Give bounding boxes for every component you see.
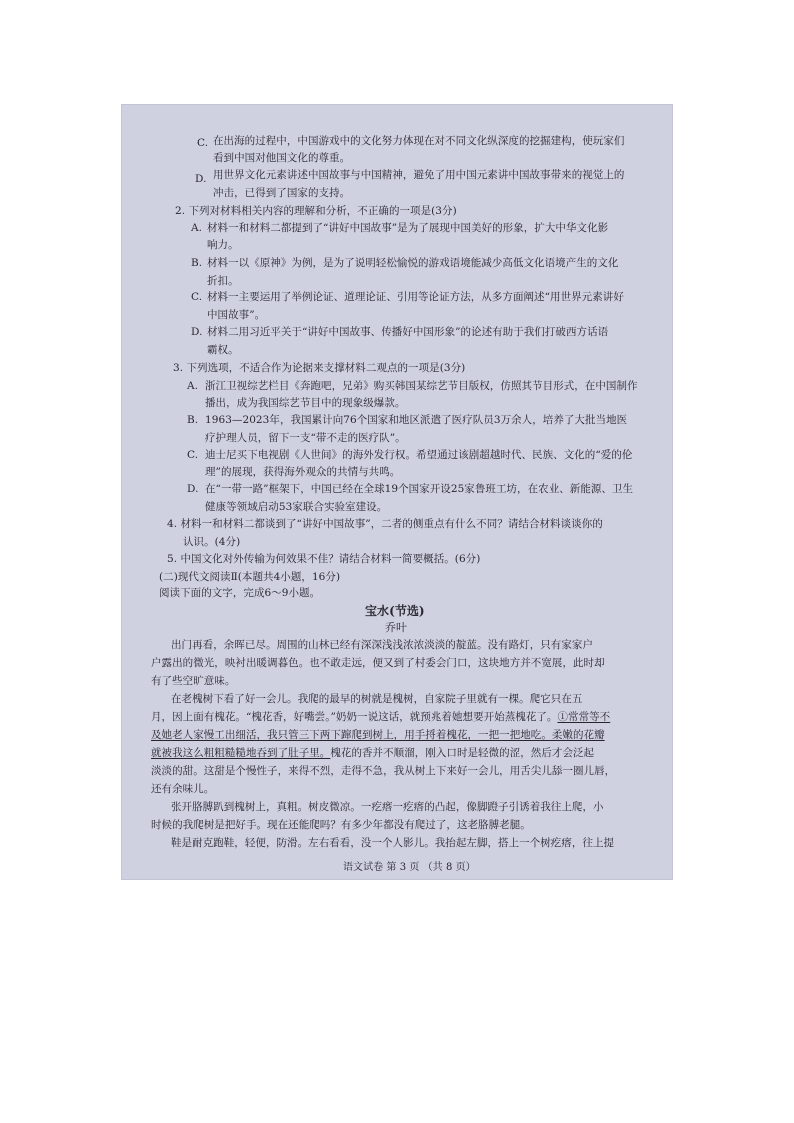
q2-stem: 2. 下列对材料相关内容的理解和分析，不正确的一项是(3分) bbox=[175, 205, 457, 217]
q1-option-c-key: C. bbox=[197, 137, 209, 149]
q3-option-c-line2: 理”的展现，获得海外观众的共情与共鸣。 bbox=[205, 466, 401, 478]
passage-p1-line3: 有了些空旷意味。 bbox=[151, 675, 236, 687]
q2-option-d-line1: 材料二用习近平关于“讲好中国故事、传播好中国形象”的论述有助于我们打破西方话语 bbox=[207, 326, 609, 338]
passage-p2-line1: 在老槐树下看了好一会儿。我爬的最早的树就是槐树，自家院子里就有一棵。爬它只在五 bbox=[171, 693, 583, 705]
passage-p2-line3-underlined: 及她老人家慢工出细活，我只管三下两下蹿爬到树上，用手捋着槐花，一把一把地吃。柔嫩的花瓣 bbox=[151, 729, 605, 741]
q3-stem: 3. 下列选项，不适合作为论据来支撑材料二观点的一项是(3分) bbox=[173, 362, 466, 374]
underlined-sentence-marker: ①常常等不 bbox=[557, 711, 611, 723]
passage-p2-line6: 还有余味儿。 bbox=[151, 783, 215, 795]
passage-p1-line2: 户露出的微光，映衬出暖调暮色。也不敢走远，便又到了村委会门口，这块地方并不宽展，此时却 bbox=[151, 657, 605, 669]
passage-p4-line1: 鞋是耐克跑鞋，轻便，防滑。左右看看，没一个人影儿。我抬起左脚，搭上一个树疙瘩，往上提 bbox=[171, 837, 615, 849]
q3-option-b-line1: 1963—2023年，我国累计向76个国家和地区派遣了医疗队员3万余人，培养了大批当地医 bbox=[205, 414, 628, 426]
section-heading: (二)现代文阅读Ⅱ(本题共4小题，16分) bbox=[159, 571, 341, 583]
page-footer: 语文试卷 第 3 页 （共 8 页） bbox=[343, 862, 476, 873]
passage-p1-line1: 出门再看，余晖已尽。周围的山林已经有深深浅浅浓浓淡淡的靛蓝。没有路灯，只有家家户 bbox=[171, 639, 593, 651]
q1-option-d-line2: 冲击，已得到了国家的支持。 bbox=[213, 187, 351, 199]
passage-p2-line4-text: 槐花的香并不顺溜，刚入口时是轻微的涩，然后才会泛起 bbox=[330, 747, 595, 759]
q2-option-d-line2: 霸权。 bbox=[207, 344, 239, 356]
q2-option-c-key: C. bbox=[191, 291, 203, 303]
q1-option-c-line2: 看到中国对他国文化的尊重。 bbox=[213, 152, 351, 164]
q2-option-c-line1: 材料一主要运用了举例论证、道理论证、引用等论证方法，从多方面阐述“用世界元素讲好 bbox=[207, 291, 624, 303]
q3-option-d-key: D. bbox=[187, 483, 199, 495]
section-instruction: 阅读下面的文字，完成6～9小题。 bbox=[159, 587, 321, 599]
passage-p2-line2 bbox=[151, 710, 610, 724]
q3-option-c-key: C. bbox=[187, 449, 199, 461]
q2-option-c-line2: 中国故事”。 bbox=[207, 309, 266, 321]
passage-p3-line2: 时候的我爬树是把好手。现在还能爬吗？有多少年都没有爬过了，这老胳膊老腿。 bbox=[151, 819, 531, 831]
q3-option-a-line1: 浙江卫视综艺栏目《奔跑吧，兄弟》购买韩国某综艺节目版权，仿照其节目形式，在中国制作 bbox=[205, 380, 638, 392]
exam-page bbox=[121, 104, 673, 880]
passage-author: 乔叶 bbox=[385, 621, 408, 634]
q1-option-c-line1: 在出海的过程中，中国游戏中的文化努力体现在对不同文化纵深度的挖掘建构，使玩家们 bbox=[213, 135, 625, 147]
q3-option-c-line1: 迪士尼买下电视剧《人世间》的海外发行权。希望通过该剧超越时代、民族、文化的“爱的伦 bbox=[205, 449, 633, 461]
q4-line1: 4. 材料一和材料二都谈到了“讲好中国故事”，二者的侧重点有什么不同？请结合材料谈谈你的 bbox=[167, 518, 603, 530]
q3-option-a-line2: 播出，成为我国综艺节目中的现象级爆款。 bbox=[205, 397, 406, 409]
passage-p2-line5: 淡淡的甜。这甜是个慢性子，来得不烈，走得不急，我从树上下来好一会儿，用舌尖儿舔一圈儿唇， bbox=[151, 765, 616, 777]
q2-option-b-key: B. bbox=[191, 257, 203, 269]
passage-title: 宝水(节选) bbox=[365, 604, 425, 618]
q1-option-d-line1: 用世界文化元素讲述中国故事与中国精神，避免了用中国元素讲中国故事带来的视觉上的 bbox=[213, 169, 625, 181]
q5-stem: 5. 中国文化对外传输为何效果不佳？请结合材料一简要概括。(6分) bbox=[167, 553, 481, 565]
q2-option-b-line1: 材料一以《原神》为例，是为了说明轻松愉悦的游戏语境能减少高低文化语境产生的文化 bbox=[207, 257, 619, 269]
q2-option-a-line1: 材料一和材料二都提到了“讲好中国故事”是为了展现中国美好的形象，扩大中华文化影 bbox=[207, 222, 609, 234]
q2-option-a-key: A. bbox=[191, 222, 203, 234]
q3-option-d-line2: 健康等领域启动53家联合实验室建设。 bbox=[205, 501, 388, 513]
q2-option-a-line2: 响力。 bbox=[207, 239, 239, 251]
q1-option-d-key: D. bbox=[195, 173, 207, 185]
q2-option-b-line2: 折扣。 bbox=[207, 275, 239, 287]
passage-p2-line4-underlined: 就被我这么粗粗糙糙地吞到了肚子里。 bbox=[151, 747, 331, 759]
q3-option-d-line1: 在“一带一路”框架下，中国已经在全球19个国家开设25家鲁班工坊，在农业、新能源、卫生 bbox=[205, 483, 634, 495]
q4-line2: 认识。(4分) bbox=[183, 536, 241, 548]
q3-option-a-key: A. bbox=[187, 380, 199, 392]
passage-p2-line2-text: 月，因上面有槐花。“槐花香，好嘴尝。”奶奶一说这话，就预兆着她想要开始蒸槐花了。 bbox=[151, 711, 558, 723]
q3-option-b-key: B. bbox=[187, 414, 199, 426]
passage-p3-line1: 张开胳膊趴到槐树上，真粗。树皮微凉。一疙瘩一疙瘩的凸起，像脚蹬子引诱着我往上爬，小 bbox=[171, 801, 604, 813]
q3-option-b-line2: 疗护理人员，留下一支“带不走的医疗队”。 bbox=[205, 432, 406, 444]
passage-p2-line4 bbox=[151, 746, 594, 760]
q2-option-d-key: D. bbox=[191, 326, 203, 338]
